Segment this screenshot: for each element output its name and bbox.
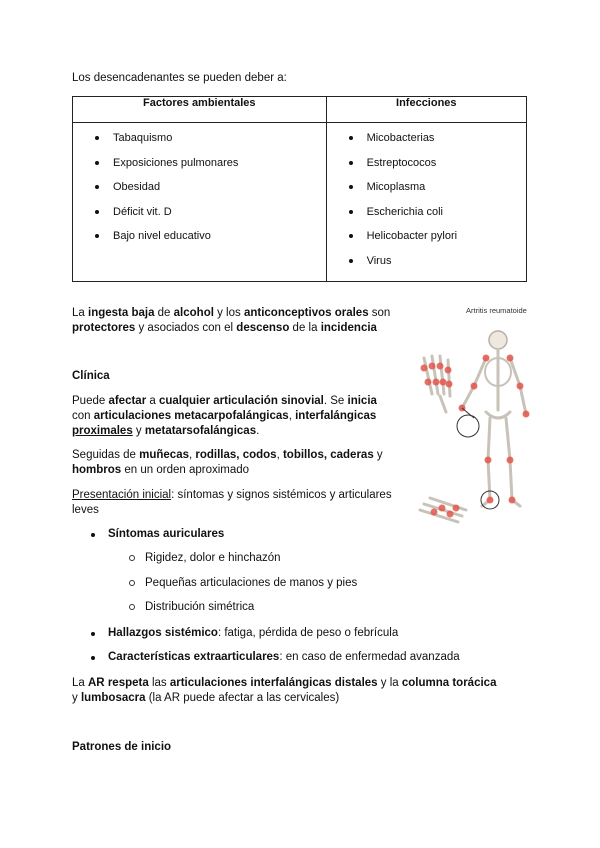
figure-title: Artritis reumatoide [466, 306, 527, 315]
list-item: Virus [327, 249, 526, 274]
triggers-table [72, 96, 527, 282]
table-header: Infecciones [326, 97, 526, 123]
bullet-sintomas: Síntomas auriculares [108, 528, 508, 540]
clinica-paragraph-3: Presentación inicial: síntomas y signos sistémicos y articulares leves [72, 489, 392, 516]
list-item: Obesidad [73, 175, 326, 200]
list-item: Helicobacter pylori [327, 224, 526, 249]
list-item: Estreptococos [327, 151, 526, 176]
clinica-paragraph-1: Puede afectar a cualquier articulación sinovial. Se inicia con articulaciones metacarpofalángicas, interfalángicas proximales y metatarsofalángicas. [72, 395, 377, 437]
sub-bullet: Pequeñas articulaciones de manos y pies [145, 577, 445, 589]
list-item: Bajo nivel educativo [73, 224, 326, 249]
list-item: Exposiciones pulmonares [73, 151, 326, 176]
list-item: Déficit vit. D [73, 200, 326, 225]
bullet-hallazgos: Hallazgos sistémico: fatiga, pérdida de peso o febrícula [108, 627, 508, 639]
clinica-heading: Clínica [72, 370, 110, 382]
environmental-factors-cell [73, 123, 327, 282]
intro-text: Los desencadenantes se pueden deber a: [72, 72, 287, 84]
infections-cell [326, 123, 526, 282]
list-item: Micobacterias [327, 126, 526, 151]
sub-bullet: Distribución simétrica [145, 601, 445, 613]
protective-factors-paragraph: La ingesta baja de alcohol y los anticonceptivos orales son protectores y asociados con el descenso de la incidencia [72, 307, 391, 334]
table-header: Factores ambientales [73, 97, 327, 123]
list-item: Micoplasma [327, 175, 526, 200]
sub-bullet: Rigidez, dolor e hinchazón [145, 552, 445, 564]
list-item: Tabaquismo [73, 126, 326, 151]
patrones-heading: Patrones de inicio [72, 741, 172, 753]
skeleton-illustration [410, 300, 570, 530]
clinica-paragraph-2: Seguidas de muñecas, rodillas, codos, tobillos, caderas y hombros en un orden aproximado [72, 449, 383, 476]
bullet-extraarticulares: Características extraarticulares: en caso de enfermedad avanzada [108, 651, 508, 663]
clinica-paragraph-4: La AR respeta las articulaciones interfalángicas distales y la columna torácica y lumbosacra (la AR puede afectar a las cervicales) [72, 677, 497, 704]
list-item: Escherichia coli [327, 200, 526, 225]
